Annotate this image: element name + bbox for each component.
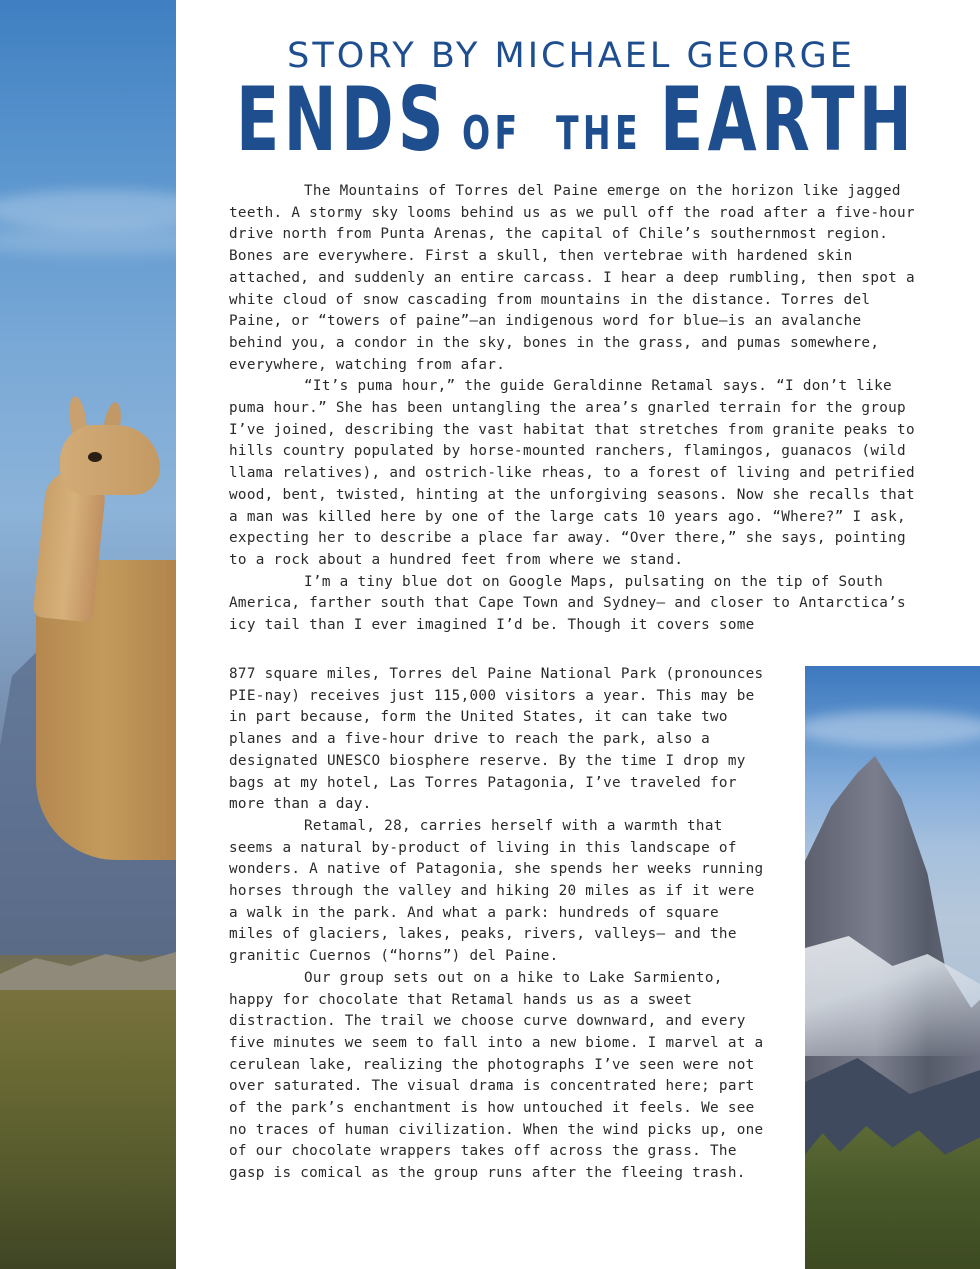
guanaco-photo	[0, 0, 176, 1269]
torres-del-paine-peaks-photo	[805, 666, 980, 1269]
paragraph: “It’s puma hour,” the guide Geraldinne Retamal says. “I don’t like puma hour.” She has been untangling the area’s gnarled terrain for the group I’ve joined, describing the vast habitat that stretches from granite peaks to hills country populated by horse-mounted ranchers, flamingos, guanacos (wild llama relatives), and ostrich-like rheas, to a forest of living and petrified wood, bent, twisted, hinting at the unforgiving seasons. Now she recalls that a man was killed here by one of the large cats 10 years ago. “Where?” I ask, expecting her to describe a place far away. “Over there,” she says, pointing to a rock about a hundred feet from where we stand.	[229, 378, 915, 568]
paragraph: The Mountains of Torres del Paine emerge on the horizon like jagged teeth. A stormy sky looms behind us as we pull off the road after a five-hour drive north from Punta Arenas, the capital of Chile’s southernmost region. Bones are everywhere. First a skull, then vertebrae with hardened skin attached, and suddenly an entire carcass. I hear a deep rumbling, then spot a white cloud of snow cascading from mountains in the distance. Torres del Paine, or “towers of paine”—an indigenous word for blue—is an avalanche behind you, a condor in the sky, bones in the grass, and pumas somewhere, everywhere, watching from afar.	[229, 183, 915, 373]
cloud	[805, 711, 980, 746]
article-body-top	[229, 181, 919, 637]
title-word-ends: ENDS	[236, 68, 448, 171]
grassland	[0, 955, 176, 1269]
guanaco-head	[60, 425, 160, 495]
paragraph: Our group sets out on a hike to Lake Sarmiento, happy for chocolate that Retamal hands us as a sweet distraction. The trail we choose curve downward, and every five minutes we seem to fall into a new biome. I marvel at a cerulean lake, realizing the photographs I’ve seen were not over saturated. The visual drama is concentrated here; part of the park’s enchantment is how untouched it feels. We see no traces of human civilization. When the wind picks up, one of our chocolate wrappers takes off across the grass. The gasp is comical as the group runs after the fleeing trash.	[229, 969, 764, 1182]
title-word-the: THE	[556, 106, 642, 160]
title-word-of: OF	[462, 106, 522, 160]
guanaco-eye	[88, 452, 102, 462]
article-body-bottom	[229, 664, 769, 1185]
cloud	[0, 190, 176, 230]
paragraph: I’m a tiny blue dot on Google Maps, pulsating on the tip of South America, farther south that Cape Town and Sydney— and closer to Antarctica’s icy tail than I ever imagined I’d be. Though it covers some	[229, 573, 906, 634]
byline: STORY BY MICHAEL GEORGE	[287, 36, 855, 76]
cloud	[0, 225, 176, 255]
paragraph: Retamal, 28, carries herself with a warmth that seems a natural by-product of living in this landscape of wonders. A native of Patagonia, she spends her weeks running horses through the valley and hiking 20 miles as if it were a walk in the park. And what a park: hundreds of square miles of glaciers, lakes, peaks, rivers, valleys— and the granitic Cuernos (“horns”) del Paine.	[229, 817, 764, 965]
paragraph-continued: 877 square miles, Torres del Paine National Park (pronounces PIE-nay) receives just 115,000 visitors a year. This may be in part because, form the United States, it can take two planes and a five-hour drive to reach the park, also a designated UNESCO biosphere reserve. By the time I drop my bags at my hotel, Las Torres Patagonia, I’ve traveled for more than a day.	[229, 666, 764, 813]
title-word-earth: EARTH	[660, 68, 917, 171]
